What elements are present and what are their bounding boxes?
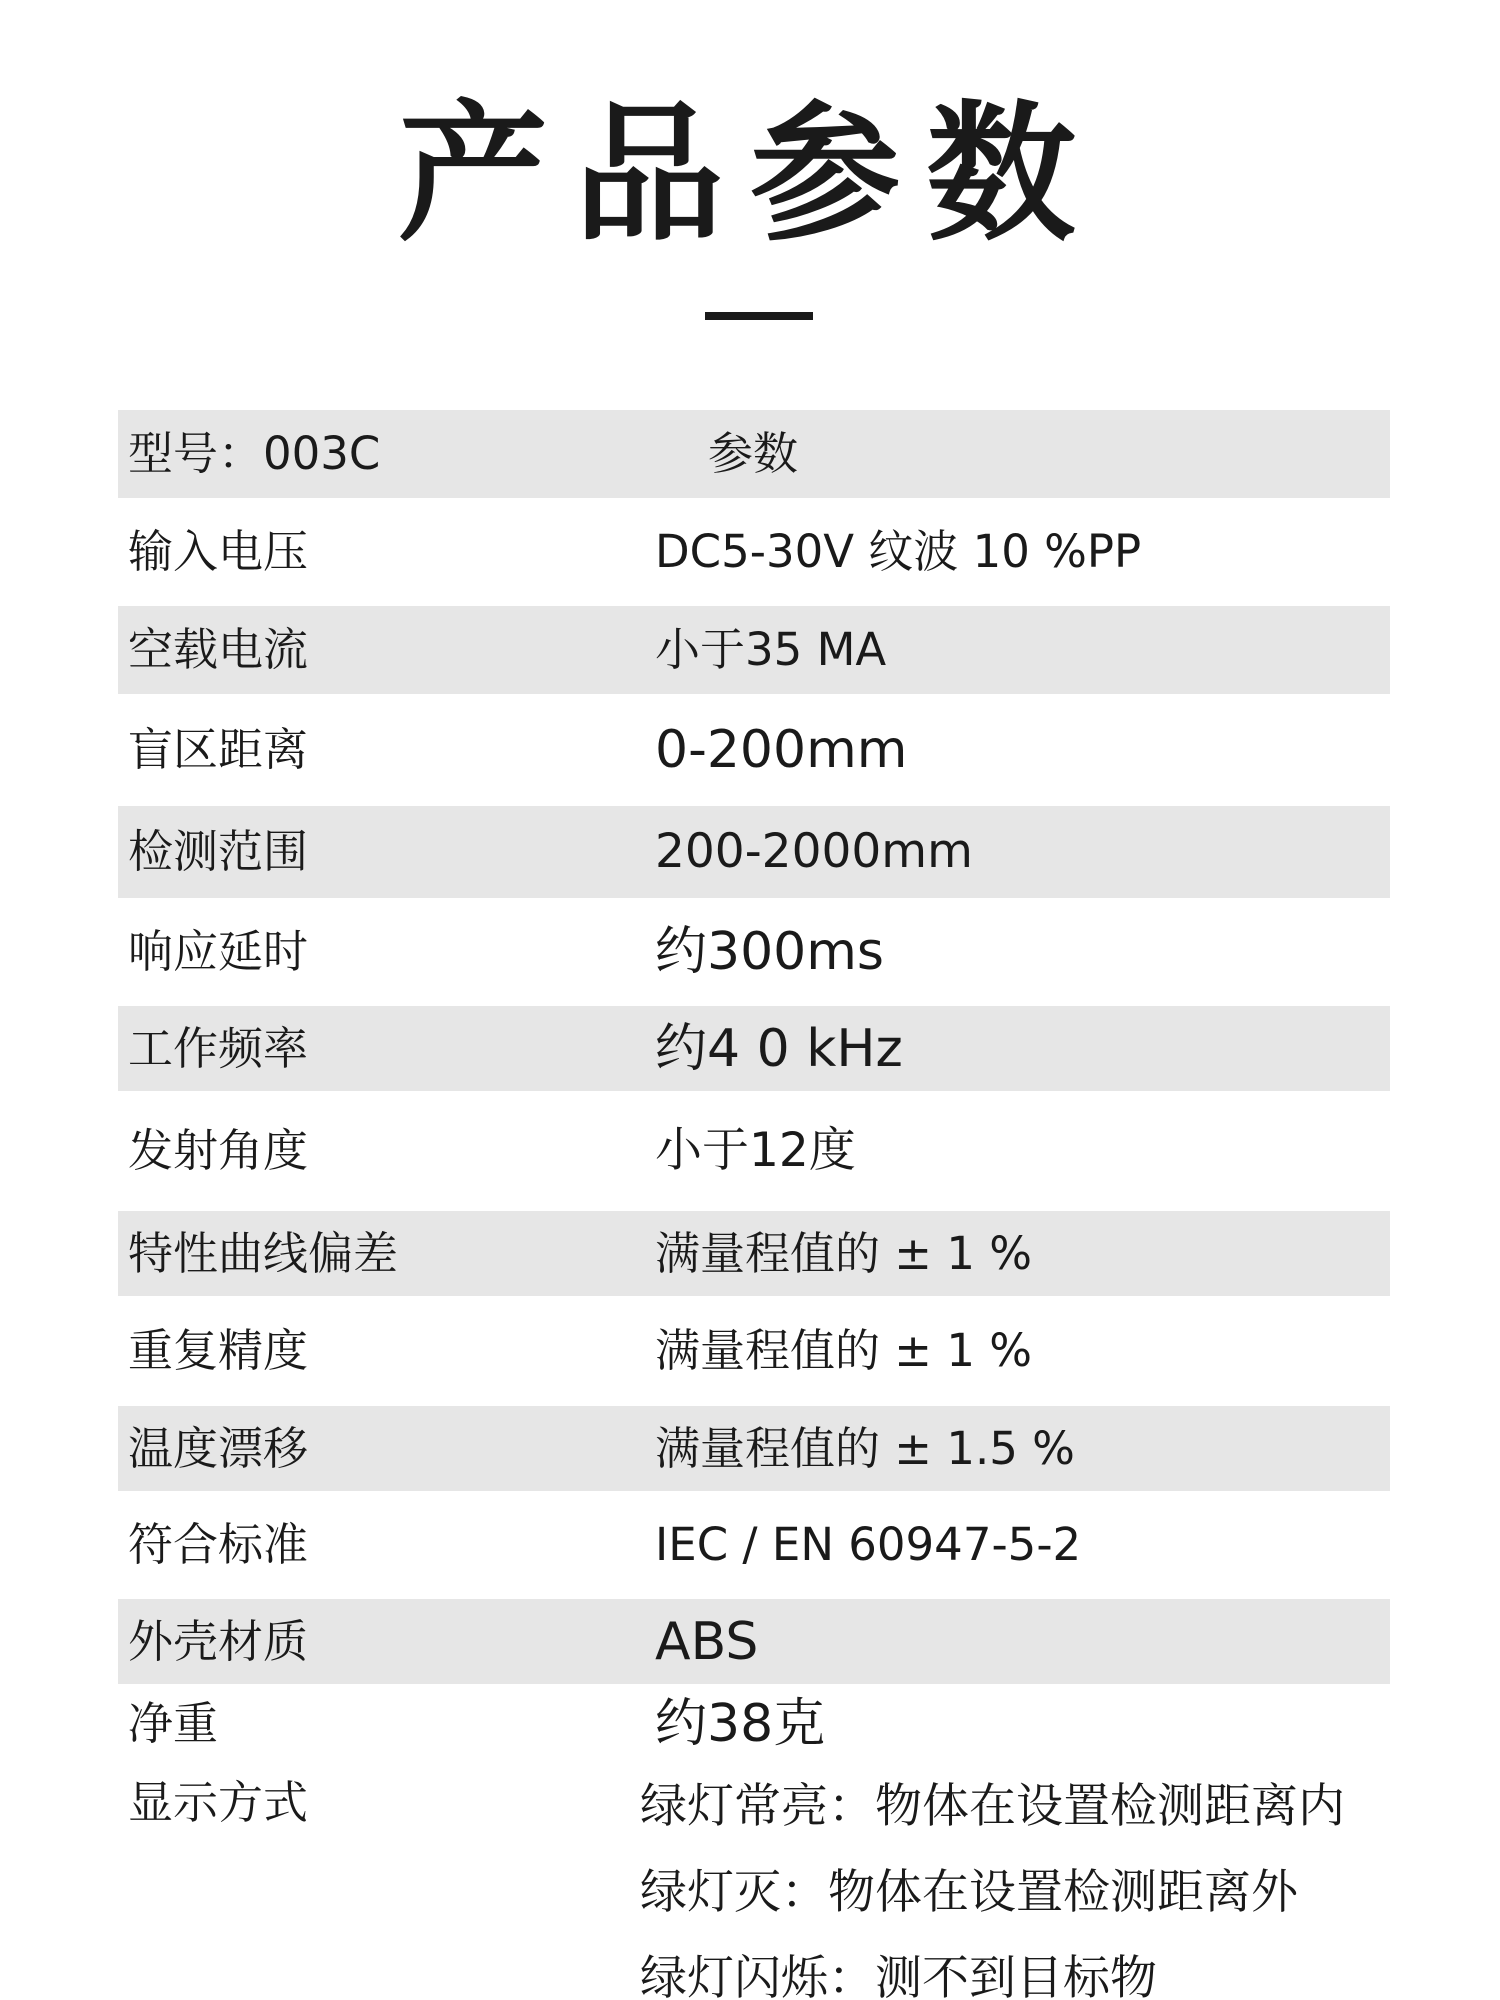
row-value: ABS (655, 1611, 759, 1672)
row-value: 200-2000mm (655, 824, 973, 879)
table-row (118, 606, 1390, 694)
row-value: DC5-30V 纹波 10 %PP (655, 525, 1142, 578)
row-label: 符合标准 (128, 1518, 309, 1571)
row-value: 小于35 MA (655, 623, 887, 676)
table-row (118, 694, 1390, 806)
row-value: 约38克 (655, 1694, 826, 1754)
display-line-off: 绿灯灭：物体在设置检测距离外 (640, 1865, 1298, 1920)
spec-table (118, 410, 1390, 2000)
table-row (118, 1599, 1390, 1684)
table-row (118, 1006, 1390, 1091)
page-title: 产品参数 (397, 88, 1102, 262)
row-label: 温度漂移 (128, 1421, 309, 1475)
table-row (118, 806, 1390, 898)
row-label: 特性曲线偏差 (128, 1226, 399, 1280)
row-label: 工作频率 (128, 1021, 309, 1075)
table-row (118, 1684, 1390, 1764)
table-row (118, 1091, 1390, 1211)
row-label: 发射角度 (128, 1124, 309, 1177)
table-row (118, 898, 1390, 1006)
display-mode-descriptions (640, 1764, 1345, 2000)
row-label: 响应延时 (128, 925, 309, 978)
title-underline (705, 312, 813, 320)
table-header-row (118, 410, 1390, 498)
row-value: 小于12度 (655, 1123, 856, 1178)
table-row (118, 1491, 1390, 1599)
display-line-blinking: 绿灯闪烁：测不到目标物 (640, 1951, 1157, 2000)
table-row (118, 1211, 1390, 1296)
row-label: 净重 (128, 1697, 219, 1750)
row-value: 约300ms (655, 922, 884, 982)
row-label: 重复精度 (128, 1324, 309, 1377)
model-label: 型号：003C (128, 427, 381, 480)
row-label: 外壳材质 (128, 1614, 309, 1668)
row-value: 0-200mm (655, 720, 908, 780)
row-label: 输入电压 (128, 525, 309, 578)
row-label: 空载电流 (128, 623, 309, 676)
row-label: 检测范围 (128, 825, 309, 878)
parameter-column-header: 参数 (708, 427, 799, 480)
row-value: IEC / EN 60947-5-2 (655, 1518, 1082, 1571)
row-label: 显示方式 (128, 1776, 309, 1829)
row-value: 满量程值的 ± 1 % (655, 1226, 1033, 1280)
display-mode-row (118, 1764, 1390, 2000)
table-row (118, 1406, 1390, 1491)
row-value: 约4 0 kHz (655, 1018, 903, 1079)
display-line-steady: 绿灯常亮：物体在设置检测距离内 (640, 1779, 1345, 1834)
row-value: 满量程值的 ± 1.5 % (655, 1421, 1075, 1475)
table-row (118, 1296, 1390, 1406)
table-row (118, 498, 1390, 606)
row-label: 盲区距离 (128, 723, 309, 776)
row-value: 满量程值的 ± 1 % (655, 1324, 1033, 1377)
